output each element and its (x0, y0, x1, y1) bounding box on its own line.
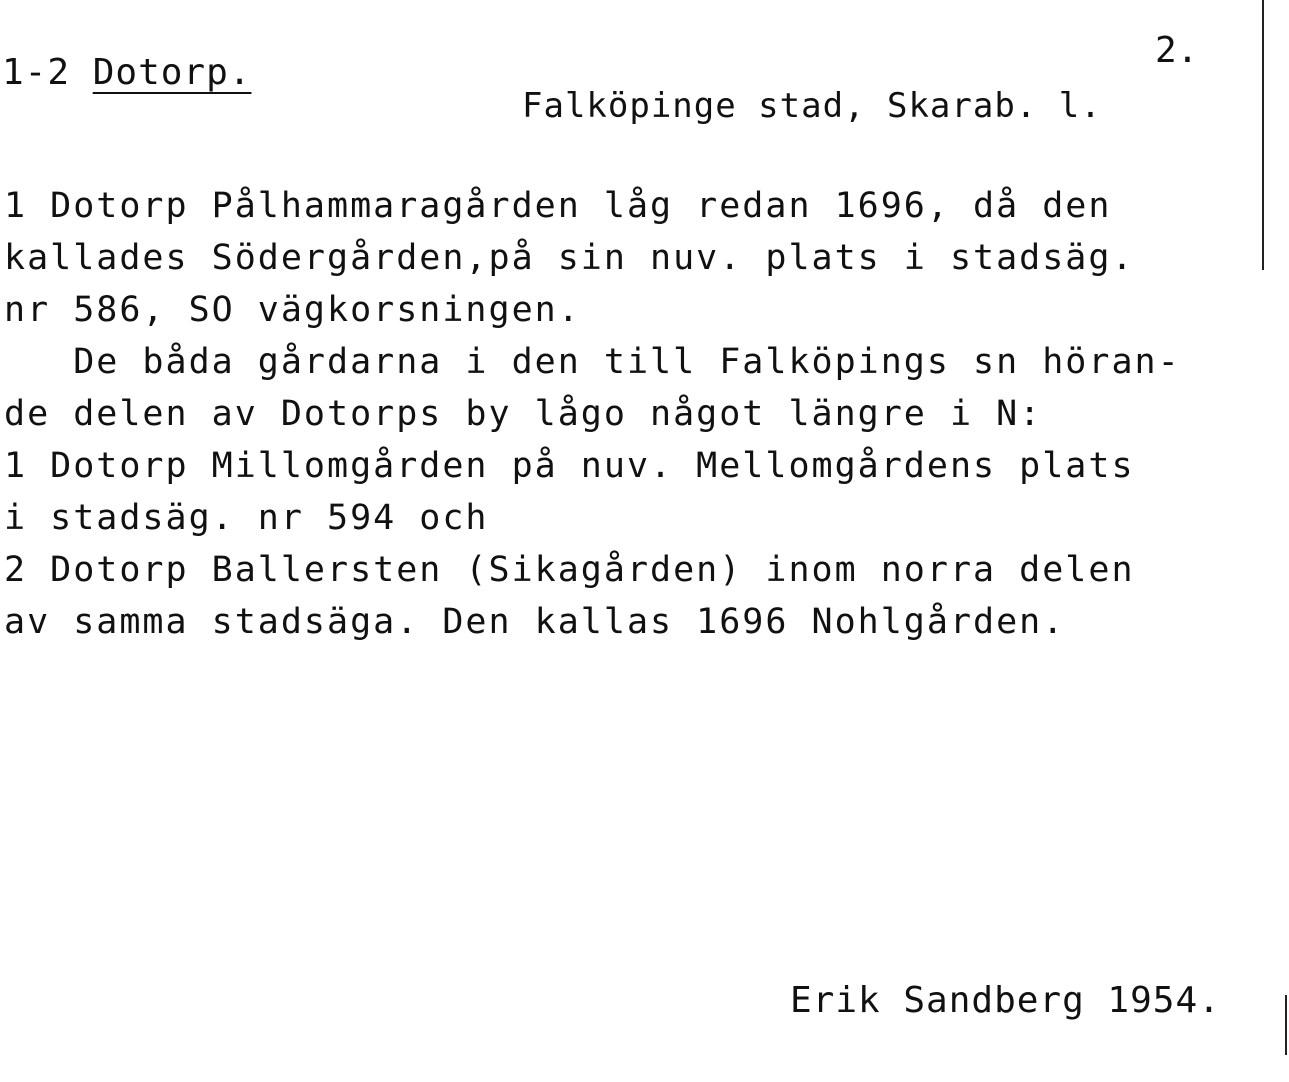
author-signature: Erik Sandberg 1954. (790, 980, 1221, 1021)
text-line: nr 586, SO vägkorsningen. (4, 290, 581, 330)
text-line: 2 Dotorp Ballersten (Sikagården) inom norra delen (4, 550, 1135, 590)
card-edge-line (1285, 995, 1287, 1055)
text-line: av samma stadsäga. Den kallas 1696 Nohlgården. (4, 602, 1066, 642)
entry-number: 1-2 (2, 52, 71, 93)
text-line: de delen av Dotorps by lågo något längre i N: (4, 394, 1043, 434)
text-line: 1 Dotorp Millomgården på nuv. Mellomgårdens plats (4, 446, 1135, 486)
body-text (4, 180, 1264, 648)
text-line: 1 Dotorp Pålhammaragården låg redan 1696, då den (4, 186, 1112, 226)
card-heading (2, 52, 251, 93)
text-line: kallades Södergården,på sin nuv. plats i stadsäg. (4, 238, 1135, 278)
place-name: Dotorp. (92, 52, 252, 93)
page-number: 2. (1155, 30, 1199, 71)
parish-line: Falköpinge stad, Skarab. l. (522, 86, 1102, 126)
text-line: De båda gårdarna i den till Falköpings sn höran- (4, 342, 1181, 382)
text-line: i stadsäg. nr 594 och (4, 498, 489, 538)
